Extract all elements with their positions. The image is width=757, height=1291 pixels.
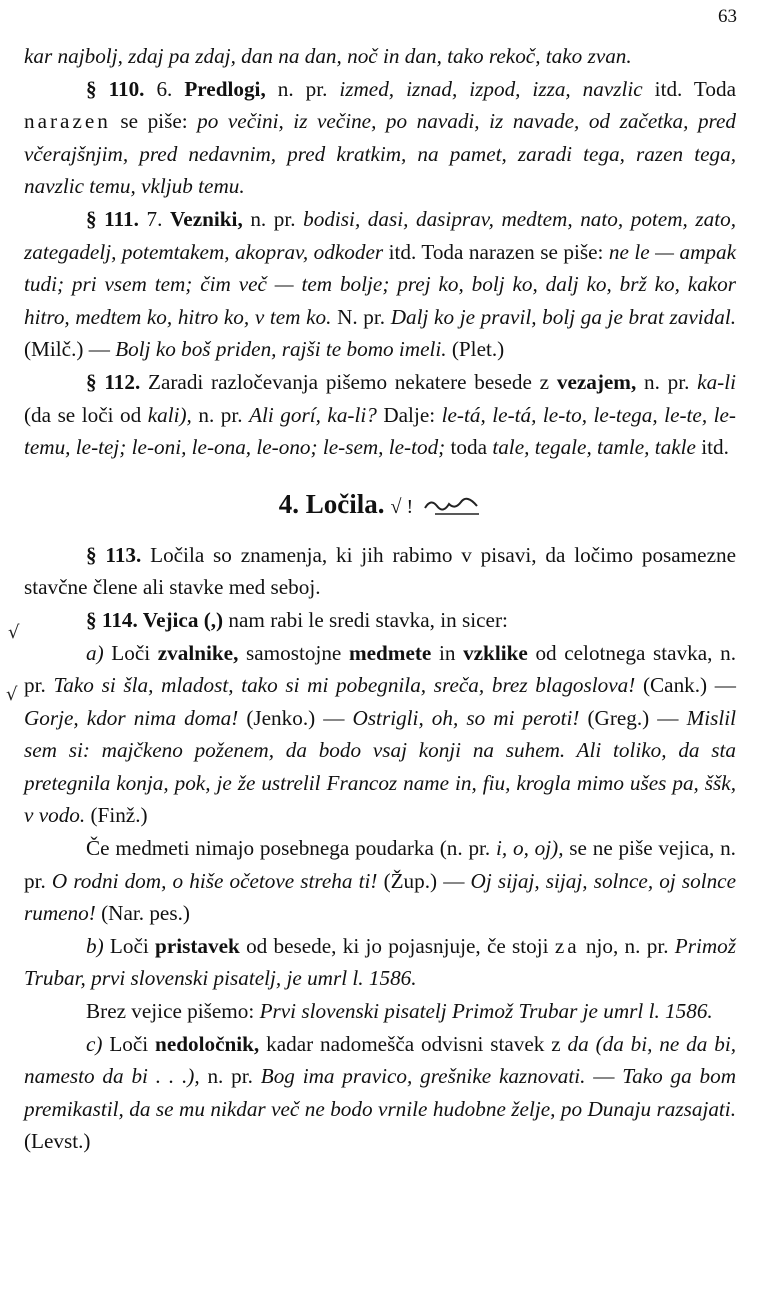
paragraph-11: c) Loči nedoločnik, kadar nadomešča odvisni stavek z da (da bi, ne da bi, namesto da bi . . .), n. pr. Bog ima pravico, grešnike kaznovati. — Tako ga bom premikastil, da se mu nikdar več ne bodo vrnile hudobne želje, po Dunaju razsajati. (Levst.) bbox=[24, 1031, 737, 1154]
handwritten-check-mark: √ ! bbox=[390, 495, 414, 518]
page-body bbox=[24, 40, 736, 1158]
paragraph-7: a) Loči zvalnike, samostojne medmete in vzklike od celotnega stavka, n. pr. Tako si šla, mladost, tako si mi pobegnila, sreča, brez blagoslova! (Cank.) — Gorje, kdor nima doma! (Jenko.) — Ostrigli, oh, so mi peroti! (Greg.) — Mislil sem si: majčkeno poženem, da bodo vsaj konji na suhem. Ali toliko, da sta pretegnila konja, pok, je že ustrelil Francoz name in, fiu, krogla mimo ušes pa, ššk, v vodo. (Finž.) bbox=[24, 640, 737, 828]
paragraph-9: b) Loči pristavek od besede, ki jo pojasnjuje, če stoji za njo, n. pr. Primož Trubar, prvi slovenski pisatelj, je umrl l. 1586. bbox=[24, 933, 736, 991]
paragraph-6: § 114. Vejica (,) nam rabi le sredi stavka, in sicer: bbox=[86, 607, 508, 632]
margin-check-mark: √ bbox=[8, 622, 20, 643]
handwritten-squiggle-icon bbox=[421, 489, 481, 525]
paragraph-5: § 113. Ločila so znamenja, ki jih rabimo v pisavi, da ločimo posamezne stavčne člene ali stavke med seboj. bbox=[24, 542, 736, 600]
paragraph-0: kar najbolj, zdaj pa zdaj, dan na dan, noč in dan, tako rekoč, tako zvan. bbox=[24, 44, 632, 68]
paragraph-3: § 112. Zaradi razločevanja pišemo nekatere besede z vezajem, n. pr. ka-li (da se loči od kali), n. pr. Ali gorí, ka-li? Dalje: le-tá, le-tá, le-to, le-tega, le-te, le-temu, le-tej; le-oni, le-ona, le-ono; le-sem, le-tod; toda tale, tegale, tamle, takle itd. bbox=[24, 369, 736, 460]
paragraph-8: Če medmeti nimajo posebnega poudarka (n. pr. i, o, oj), se ne piše vejica, n. pr. O rodni dom, o hiše očetove streha ti! (Žup.) — Oj sijaj, sijaj, solnce, oj solnce rumeno! (Nar. pes.) bbox=[24, 836, 736, 926]
paragraph-2: § 111. 7. Vezniki, n. pr. bodisi, dasi, dasiprav, medtem, nato, potem, zato, zategadelj, potemtakem, akoprav, odkoder itd. Toda narazen se piše: ne le — ampak tudi; pri vsem tem; čim več — tem bolje; prej ko, bolj ko, dalj ko, brž ko, kakor hitro, medtem ko, hitro ko, v tem ko. N. pr. Dalj ko je pravil, bolj ga je brat zavidal. (Milč.) — Bolj ko boš priden, rajši te bomo imeli. (Plet.) bbox=[24, 206, 737, 362]
page-number: 63 bbox=[718, 6, 737, 27]
margin-check-mark: √ bbox=[6, 684, 18, 705]
paragraph-10: Brez vejice pišemo: Prvi slovenski pisatelj Primož Trubar je umrl l. 1586. bbox=[86, 999, 713, 1024]
section-heading: 4. Ločila. √ ! bbox=[24, 486, 736, 525]
paragraph-1: § 110. 6. Predlogi, n. pr. izmed, iznad, izpod, izza, navzlic itd. Toda narazen se piše: po večini, iz večine, po navadi, iz navade, od začetka, pred včerajšnjim, pred nedavnim, pred kratkim, na pamet, zaradi tega, razen tega, navzlic temu, vkljub temu. bbox=[24, 76, 736, 199]
